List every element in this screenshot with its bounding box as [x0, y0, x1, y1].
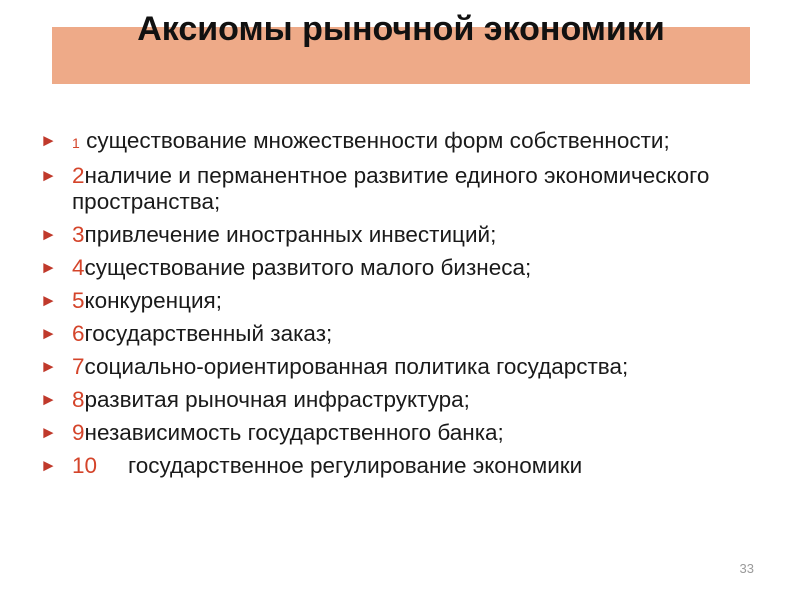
- list-item: [40, 321, 760, 347]
- triangle-bullet-icon: ►: [40, 225, 57, 244]
- item-number: 2: [72, 163, 85, 188]
- page-number: 33: [739, 561, 754, 576]
- item-number: 7: [72, 354, 85, 379]
- item-number: 4: [72, 255, 85, 280]
- item-text: независимость государственного банка;: [84, 420, 504, 445]
- list-item: [40, 420, 760, 446]
- triangle-bullet-icon: ►: [40, 291, 57, 310]
- list-item: [40, 163, 760, 215]
- list-item: [40, 354, 760, 380]
- list-item: [40, 387, 760, 413]
- list-item: [40, 453, 760, 479]
- item-number: 5: [72, 288, 85, 313]
- item-text: наличие и перманентное развитие единого экономического пространства;: [72, 163, 710, 214]
- list-item: [40, 288, 760, 314]
- list-item: [40, 222, 760, 248]
- triangle-bullet-icon: ►: [40, 423, 57, 442]
- item-number: 8: [72, 387, 85, 412]
- slide-title: Аксиомы рыночной экономики: [137, 10, 665, 48]
- triangle-bullet-icon: ►: [40, 258, 57, 277]
- triangle-bullet-icon: ►: [40, 390, 57, 409]
- item-text: развитая рыночная инфраструктура;: [84, 387, 470, 412]
- item-number: 10: [72, 453, 98, 478]
- list-item: [40, 128, 760, 156]
- triangle-bullet-icon: ►: [40, 456, 57, 475]
- list-item: [40, 255, 760, 281]
- item-text: существование развитого малого бизнеса;: [84, 255, 532, 280]
- triangle-bullet-icon: ►: [40, 324, 57, 343]
- item-number: 9: [72, 420, 85, 445]
- item-text: привлечение иностранных инвестиций;: [84, 222, 497, 247]
- item-text: существование множественности форм собственности;: [86, 128, 670, 153]
- axioms-list: [40, 128, 760, 486]
- item-text: государственное регулирование экономики: [128, 453, 583, 478]
- item-text: социально-ориентированная политика государства;: [84, 354, 629, 379]
- triangle-bullet-icon: ►: [40, 357, 57, 376]
- item-text: конкуренция;: [84, 288, 222, 313]
- triangle-bullet-icon: ►: [40, 131, 57, 150]
- item-number: 3: [72, 222, 85, 247]
- item-text: государственный заказ;: [84, 321, 333, 346]
- item-number: 1: [72, 135, 80, 151]
- triangle-bullet-icon: ►: [40, 166, 57, 185]
- item-number: 6: [72, 321, 85, 346]
